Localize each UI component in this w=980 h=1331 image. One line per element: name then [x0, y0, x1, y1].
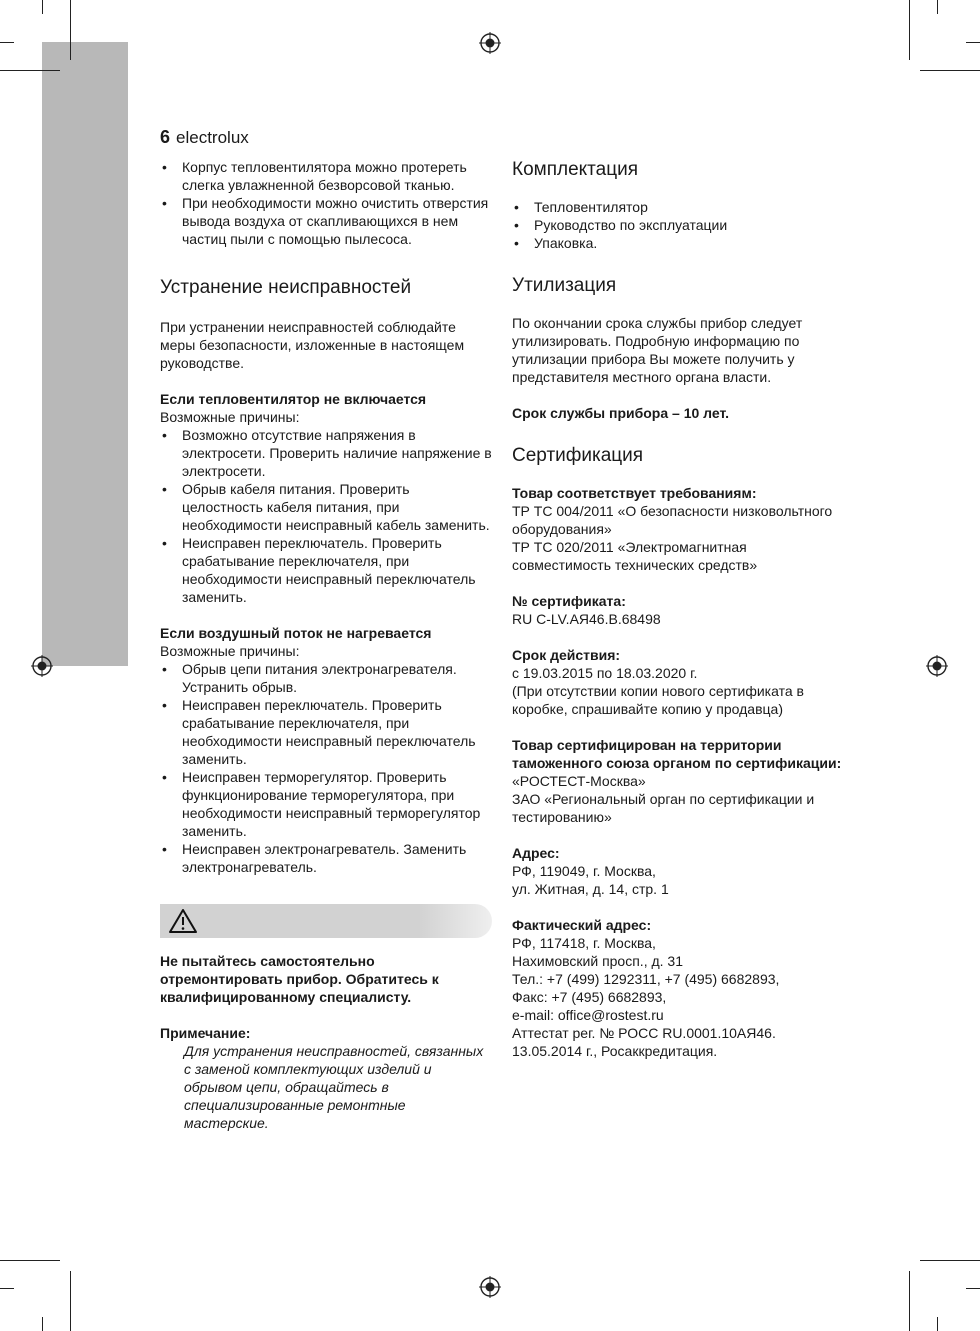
issue1-heading: Если тепловентилятор не включается — [160, 391, 427, 407]
list-item: • Обрыв цепи питания электронагревателя. Устранить обрыв. — [160, 660, 492, 696]
validity-note: (При отсутствии копии нового сертификата в коробке, спрашивайте копию у продавца) — [512, 683, 804, 717]
crop-mark — [909, 0, 910, 60]
address-label: Адрес: — [512, 845, 560, 861]
certified-by-label: Товар сертифицирован на территории таможенного союза органом по сертификации: — [512, 737, 842, 771]
crop-mark — [0, 1288, 14, 1289]
disposal-text: По окончании срока службы прибор следует утилизировать. Подробную информацию по утилизации прибора Вы можете получить у представителя местного органа власти. — [512, 315, 803, 385]
list-item: • Возможно отсутствие напряжения в электросети. Проверить наличие напряжение в электросети. — [160, 426, 492, 480]
crop-mark — [937, 1317, 938, 1331]
issue2-causes-label: Возможные причины: — [160, 643, 300, 659]
issue1-list — [160, 426, 492, 606]
accreditation-date-line: 13.05.2014 г., Росаккредитация. — [512, 1043, 718, 1059]
registration-mark-icon — [926, 655, 948, 677]
contents-heading: Комплектация — [512, 159, 639, 180]
crop-mark — [0, 1260, 60, 1261]
list-item: • Обрыв кабеля питания. Проверить целостность кабеля питания, при необходимости неисправный кабель заменить. — [160, 480, 492, 534]
crop-mark — [909, 1271, 910, 1331]
registration-mark-icon — [479, 1276, 501, 1298]
crop-mark — [70, 1271, 71, 1331]
list-item: • Упаковка. — [512, 234, 842, 252]
validity-dates: с 19.03.2015 по 18.03.2020 г. — [512, 665, 698, 681]
brand-name: electrolux — [176, 128, 249, 147]
care-list — [160, 158, 492, 248]
left-column — [160, 158, 492, 1132]
list-item: • Корпус тепловентилятора можно протереть слегка увлажненной безворсовой тканью. — [160, 158, 492, 194]
crop-mark — [70, 0, 71, 60]
note-text: Для устранения неисправностей, связанных с заменой комплектующих изделий и обрывом цепи, обращайтесь в специализированные ремонтные мастерские. — [184, 1043, 484, 1131]
list-item: • Тепловентилятор — [512, 198, 842, 216]
troubleshooting-intro: При устранении неисправностей соблюдайте меры безопасности, изложенные в настоящем руководстве. — [160, 319, 465, 371]
page-number: 6 — [160, 127, 171, 147]
note-label: Примечание: — [160, 1025, 251, 1041]
issue2-list — [160, 660, 492, 876]
right-column — [512, 158, 842, 1060]
crop-mark — [937, 0, 938, 14]
crop-mark — [0, 70, 60, 71]
crop-mark — [42, 1317, 43, 1331]
warning-banner — [160, 904, 492, 938]
list-item: • Руководство по эксплуатации — [512, 216, 842, 234]
disposal-heading: Утилизация — [512, 275, 617, 296]
service-life: Срок службы прибора – 10 лет. — [512, 405, 729, 421]
list-item: • Неисправен электронагреватель. Заменить электронагреватель. — [160, 840, 492, 876]
compliance-line: ТР ТС 020/2011 «Электромагнитная совместимость технических средств» — [512, 539, 758, 573]
validity-label: Срок действия: — [512, 647, 621, 663]
actual-address-label: Фактический адрес: — [512, 917, 652, 933]
page-header — [160, 127, 249, 148]
phone-line: Тел.: +7 (499) 1292311, +7 (495) 6682893, — [512, 971, 780, 987]
list-item: • Неисправен переключатель. Проверить срабатывание переключателя, при необходимости неисправный переключатель заменить. — [160, 696, 492, 768]
crop-mark — [920, 70, 980, 71]
warning-text: Не пытайтесь самостоятельно отремонтировать прибор. Обратитесь к квалифицированному специалисту. — [160, 953, 439, 1005]
list-item: • Неисправен терморегулятор. Проверить функционирование терморегулятора, при необходимости неисправный терморегулятор заменить. — [160, 768, 492, 840]
compliance-line: ТР ТС 004/2011 «О безопасности низковольтного оборудования» — [512, 503, 833, 537]
list-item: • Неисправен переключатель. Проверить срабатывание переключателя, при необходимости неисправный переключатель заменить. — [160, 534, 492, 606]
crop-mark — [966, 1288, 980, 1289]
contents-list — [512, 198, 842, 252]
accreditation-line: Аттестат рег. № РОСС RU.0001.10АЯ46. — [512, 1025, 776, 1041]
email-line: e-mail: office@rostest.ru — [512, 1007, 664, 1023]
issue2-heading: Если воздушный поток не нагревается — [160, 625, 432, 641]
registration-mark-icon — [479, 32, 501, 54]
certificate-number-label: № сертификата: — [512, 593, 626, 609]
certifier-full-name: ЗАО «Региональный орган по сертификации и тестированию» — [512, 791, 815, 825]
crop-mark — [0, 42, 14, 43]
troubleshooting-heading: Устранение неисправностей — [160, 277, 412, 298]
address-line: РФ, 119049, г. Москва, — [512, 863, 656, 879]
certification-heading: Сертификация — [512, 445, 644, 466]
list-item: • При необходимости можно очистить отверстия вывода воздуха от скапливающихся в нем частиц пыли с помощью пылесоса. — [160, 194, 492, 248]
certificate-number: RU C-LV.АЯ46.В.68498 — [512, 611, 661, 627]
actual-address-line: Нахимовский просп., д. 31 — [512, 953, 683, 969]
crop-mark — [966, 42, 980, 43]
issue1-causes-label: Возможные причины: — [160, 409, 300, 425]
address-line: ул. Житная, д. 14, стр. 1 — [512, 881, 669, 897]
side-color-bar — [42, 42, 128, 666]
crop-mark — [42, 0, 43, 14]
crop-mark — [920, 1260, 980, 1261]
actual-address-line: РФ, 117418, г. Москва, — [512, 935, 656, 951]
certifier-name: «РОСТЕСТ-Москва» — [512, 773, 646, 789]
warning-triangle-icon — [168, 908, 198, 934]
registration-mark-icon — [31, 655, 53, 677]
fax-line: Факс: +7 (495) 6682893, — [512, 989, 667, 1005]
compliance-label: Товар соответствует требованиям: — [512, 485, 757, 501]
